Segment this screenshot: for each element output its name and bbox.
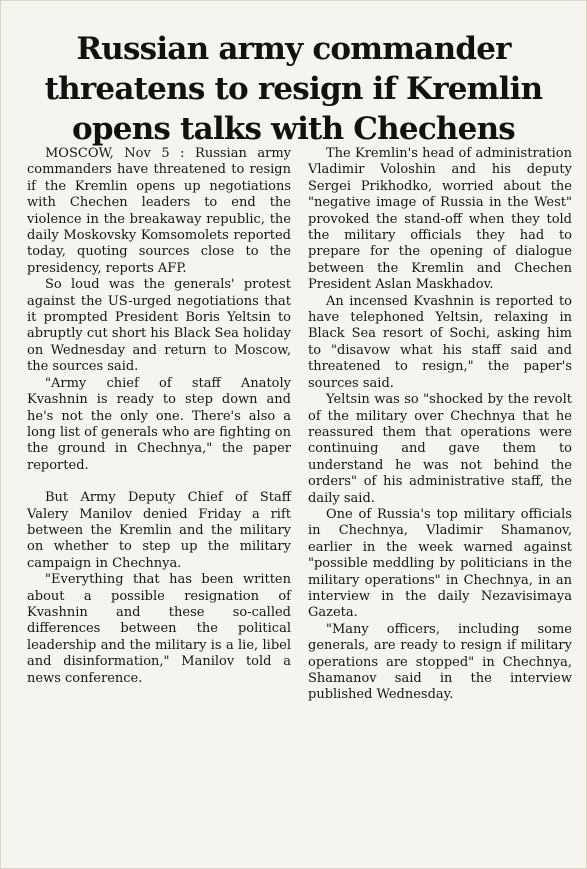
paragraph: An incensed Kvashnin is reported to have telephoned Yeltsin, relaxing in Black Sea resort of Sochi, asking him to "disavow what his staff said and threatened to resign," the paper's sources said. [308, 293, 572, 391]
headline-line-1: Russian army commander [76, 30, 511, 67]
headline-line-2: threatens to resign if Kremlin [44, 70, 543, 107]
paragraph: One of Russia's top military officials in Chechnya, Vladimir Shamanov, earlier in the week warned against "possible meddling by politicians in the military operations" in Chechnya, in an interview in the daily Nezavisimaya Gazeta. [308, 506, 572, 621]
paragraph: "Everything that has been written about a possible resignation of Kvashnin and these so-called differences between the political leadership and the military is a lie, libel and disinformation," Manilov told a news conference. [27, 572, 291, 686]
paragraph: So loud was the generals' protest against the US-urged negotiations that it prompted President Boris Yeltsin to abruptly cut short his Black Sea holiday on Wednesday and return to Moscow, the sources said. [27, 277, 291, 375]
paragraph: "Many officers, including some generals, are ready to resign if military operations are stopped" in Chechnya, Shamanov said in the interview published Wednesday. [308, 621, 572, 703]
paragraph: The Kremlin's head of administration Vladimir Voloshin and his deputy Sergei Prikhodko, worried about the "negative image of Russia in the West" provoked the stand-off when they told the military officials they had to prepare for the opening of dialogue between the Kremlin and Chechen President Aslan Maskhadov. [308, 146, 572, 293]
paragraph: Yeltsin was so "shocked by the revolt of the military over Chechnya that he reassured them that operations were continuing and gave them to understand he was not behind the orders" of his administrative staff, the daily said. [308, 392, 572, 506]
article-column-right [308, 146, 572, 846]
paragraph: MOSCOW, Nov 5 : Russian army commanders have threatened to resign if the Kremlin opens up negotiations with Chechen leaders to end the violence in the breakaway republic, the daily Moskovsky Komsomolets reported today, quoting sources close to the presidency, reports AFP. [27, 146, 291, 276]
paragraph: "Army chief of staff Anatoly Kvashnin is ready to step down and he's not the only one. There's also a long list of generals who are fighting on the ground in Chechnya," the paper reported. [27, 375, 291, 473]
headline [0, 29, 587, 149]
paragraph: But Army Deputy Chief of Staff Valery Manilov denied Friday a rift between the Kremlin and the military on whether to step up the military campaign in Chechnya. [27, 490, 291, 571]
article-body [27, 146, 572, 846]
article-column-left [27, 146, 291, 846]
headline-line-3: opens talks with Chechens [72, 110, 515, 147]
